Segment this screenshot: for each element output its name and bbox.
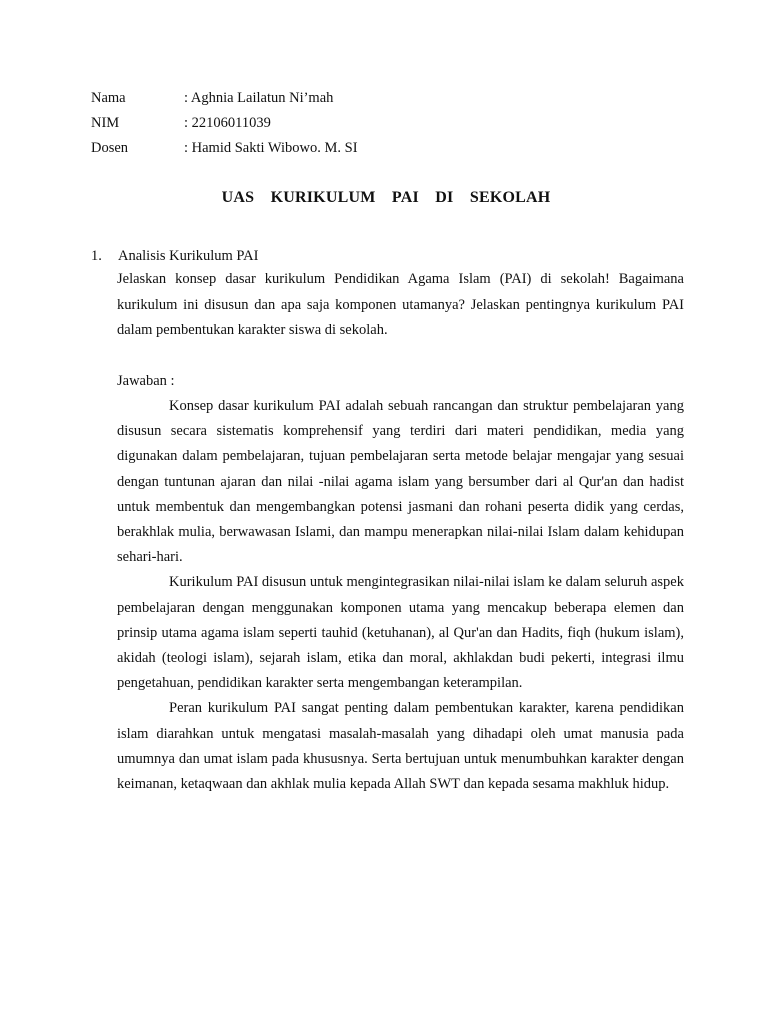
question-text: Jelaskan konsep dasar kurikulum Pendidikan Agama Islam (PAI) di sekolah! Bagaimana kurikulum ini disusun dan apa saja komponen utamanya? Jelaskan pentingnya kurikulum PAI dalam pembentukan karakter siswa di sekolah.: [117, 271, 684, 338]
student-identity-block: [91, 86, 358, 161]
answer-paragraph: Peran kurikulum PAI sangat penting dalam pembentukan karakter, karena pendidikan islam diarahkan untuk mengatasi masalah-masalah yang dihadapi oleh umat manusia pada umumnya dan umat islam pada khususnya. Serta bertujuan untuk menumbuhkan karakter dengan keimanan, ketaqwaan dan akhlak mulia kepada Allah SWT dan kepada sesama makhluk hidup.: [117, 700, 684, 793]
section-heading-text: Analisis Kurikulum PAI: [118, 248, 259, 264]
identity-row-nim: [91, 111, 358, 136]
answer-paragraph: Konsep dasar kurikulum PAI adalah sebuah rancangan dan struktur pembelajaran yang disusun secara sistematis komprehensif yang terdiri dari materi pendidikan, media yang digunakan dalam pembelajaran, tujuan pembelajaran serta metode belajar mengajar yang sesuai dengan tuntunan ajaran dan nilai -nilai agama islam yang bersumber dari al Qur'an dan hadist untuk membentuk dan mengembangkan potensi jasmani dan rohani peserta didik yang cerdas, berakhlak mulia, berwawasan Islami, dan mampu menerapkan nilai-nilai Islam dalam kehidupan sehari-hari.: [117, 398, 684, 566]
document-title: UAS KURIKULUM PAI DI SEKOLAH: [221, 189, 551, 206]
nim-label: NIM: [91, 115, 120, 131]
lecturer-label: Dosen: [91, 140, 129, 156]
name-label: Nama: [91, 90, 126, 106]
section-number: 1.: [91, 248, 102, 264]
section-1: [91, 245, 684, 797]
name-value: : Aghnia Lailatun Ni’mah: [184, 90, 334, 106]
lecturer-value: : Hamid Sakti Wibowo. M. SI: [184, 140, 358, 156]
identity-row-name: [91, 86, 358, 111]
identity-row-lecturer: [91, 136, 358, 161]
nim-value: : 22106011039: [184, 115, 271, 131]
answer-label: Jawaban :: [117, 372, 175, 389]
answer-paragraph: Kurikulum PAI disusun untuk mengintegrasikan nilai-nilai islam ke dalam seluruh aspek pembelajaran dengan menggunakan komponen utama yang mencakup beberapa elemen dan prinsip utama agama islam seperti tauhid (ketuhanan), al Qur'an dan Hadits, fiqh (hukum islam), akidah (teologi islam), sejarah islam, etika dan moral, akhlakdan budi pekerti, integrasi ilmu pengetahuan, pendidikan karakter serta mengembangan keterampilan.: [117, 574, 684, 692]
section-heading: [91, 245, 684, 267]
